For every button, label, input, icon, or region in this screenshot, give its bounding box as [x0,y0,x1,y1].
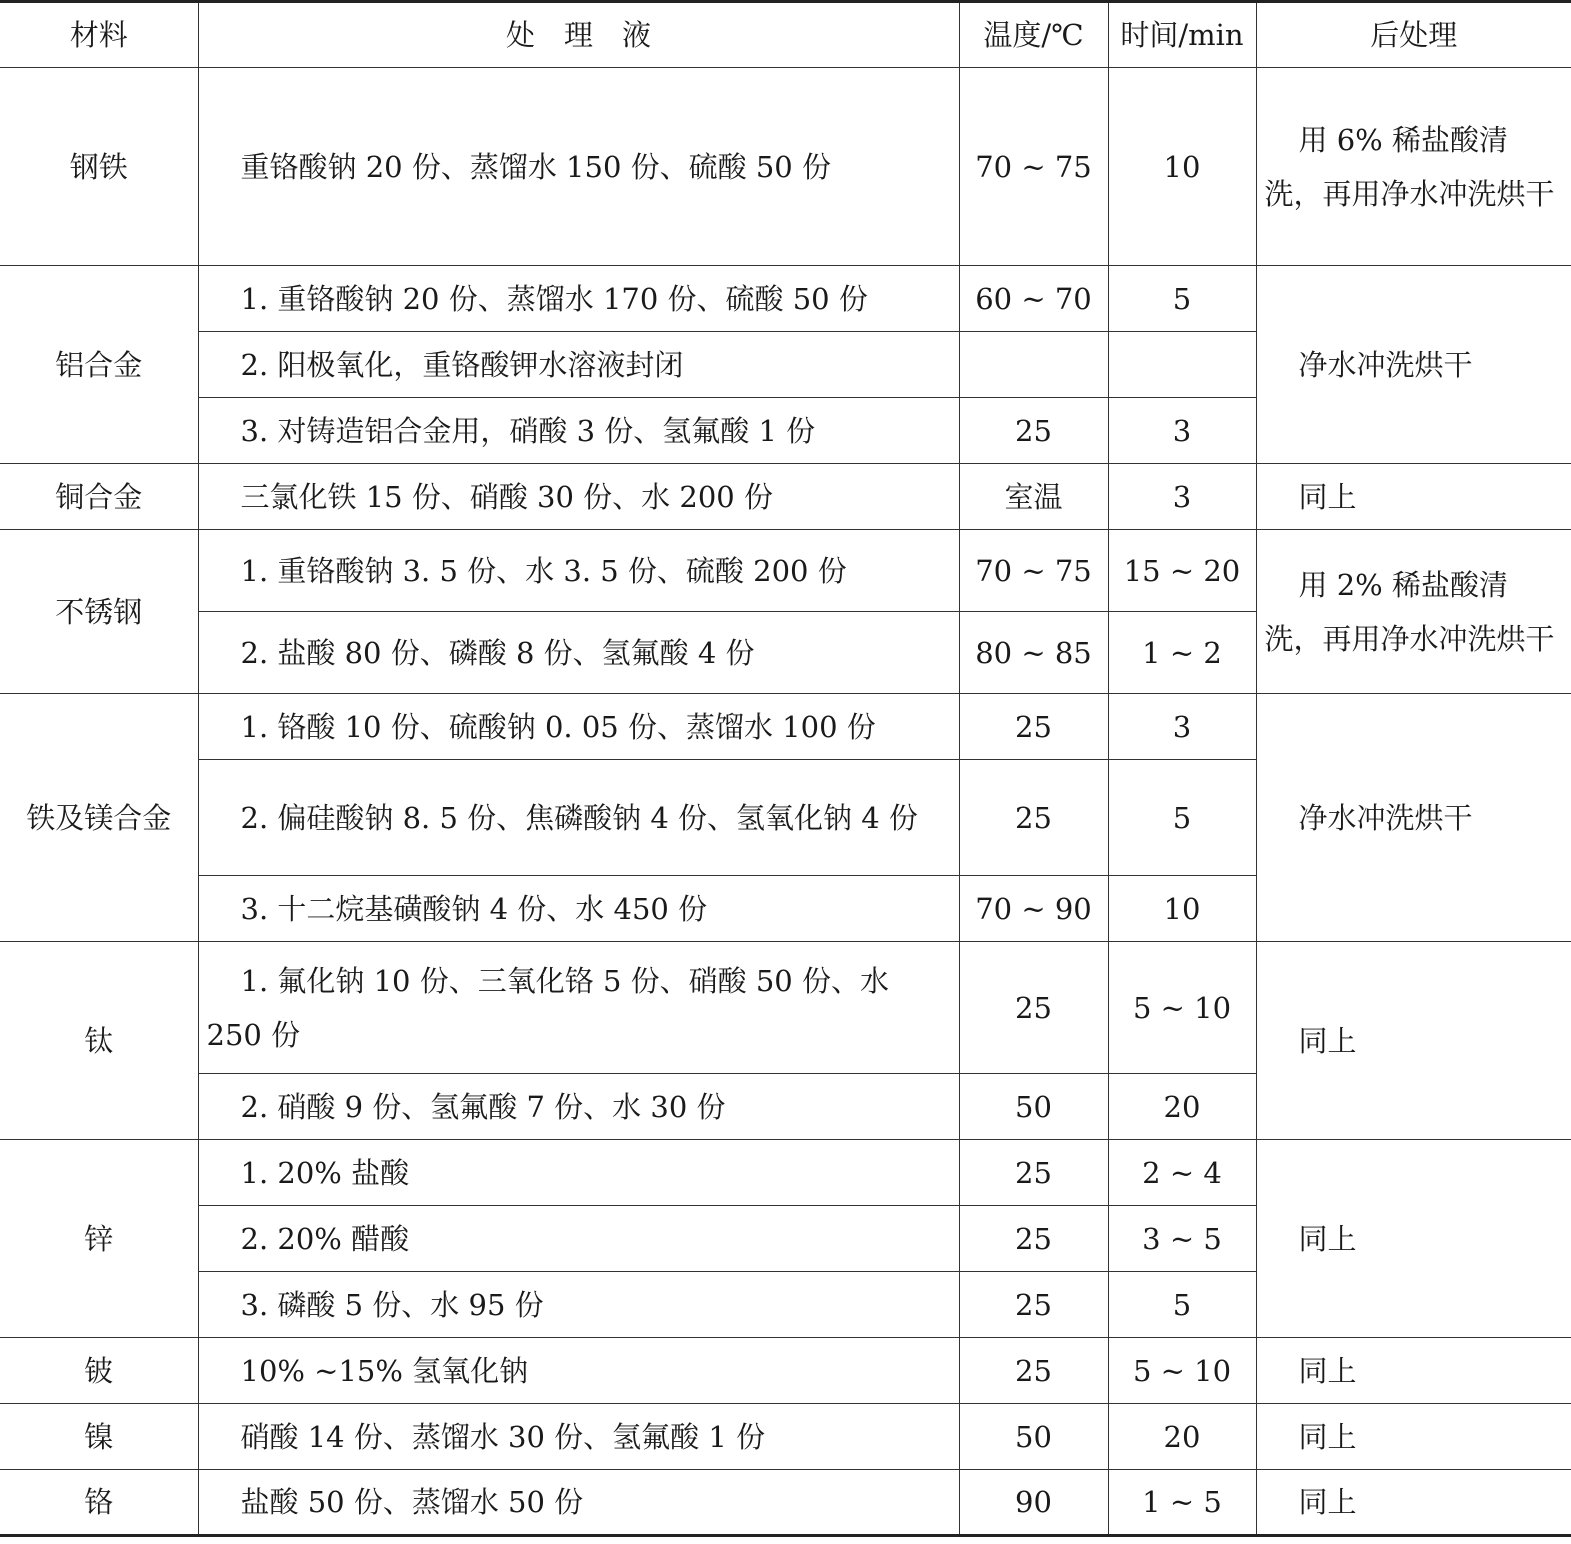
solution-cell: 硝酸 14 份、蒸馏水 30 份、氢氟酸 1 份 [198,1404,959,1470]
time-cell: 10 [1108,876,1256,942]
time-cell: 1 ~ 5 [1108,1470,1256,1536]
solution-cell: 2. 盐酸 80 份、磷酸 8 份、氢氟酸 4 份 [198,612,959,694]
time-cell: 3 [1108,694,1256,760]
solution-cell: 2. 阳极氧化，重铬酸钾水溶液封闭 [198,332,959,398]
table-row [0,694,1571,760]
temperature-cell: 25 [959,694,1108,760]
table-row [0,1404,1571,1470]
material-cell: 铜合金 [0,464,198,530]
temperature-cell: 25 [959,1272,1108,1338]
post-treatment-cell: 同上 [1256,1140,1571,1338]
post-treatment-cell: 同上 [1256,942,1571,1140]
solution-cell: 3. 对铸造铝合金用，硝酸 3 份、氢氟酸 1 份 [198,398,959,464]
solution-cell: 1. 重铬酸钠 20 份、蒸馏水 170 份、硫酸 50 份 [198,266,959,332]
solution-cell: 盐酸 50 份、蒸馏水 50 份 [198,1470,959,1536]
time-cell: 5 ~ 10 [1108,942,1256,1074]
material-cell: 镍 [0,1404,198,1470]
post-treatment-cell: 用 6% 稀盐酸清洗，再用净水冲洗烘干 [1256,68,1571,266]
post-treatment-cell: 同上 [1256,1470,1571,1536]
temperature-cell: 25 [959,760,1108,876]
material-cell: 钛 [0,942,198,1140]
temperature-cell: 50 [959,1404,1108,1470]
temperature-cell: 90 [959,1470,1108,1536]
header-solution: 处 理 液 [198,2,959,68]
temperature-cell: 60 ~ 70 [959,266,1108,332]
post-treatment-cell: 用 2% 稀盐酸清洗，再用净水冲洗烘干 [1256,530,1571,694]
solution-cell: 三氯化铁 15 份、硝酸 30 份、水 200 份 [198,464,959,530]
table-row [0,1140,1571,1206]
header-post-treatment: 后处理 [1256,2,1571,68]
solution-cell: 1. 20% 盐酸 [198,1140,959,1206]
time-cell: 5 ~ 10 [1108,1338,1256,1404]
header-time: 时间/min [1108,2,1256,68]
time-cell [1108,332,1256,398]
temperature-cell: 70 ~ 90 [959,876,1108,942]
temperature-cell: 室温 [959,464,1108,530]
solution-cell: 2. 20% 醋酸 [198,1206,959,1272]
temperature-cell: 25 [959,398,1108,464]
time-cell: 3 [1108,464,1256,530]
solution-cell: 重铬酸钠 20 份、蒸馏水 150 份、硫酸 50 份 [198,68,959,266]
solution-cell: 1. 重铬酸钠 3. 5 份、水 3. 5 份、硫酸 200 份 [198,530,959,612]
table-row [0,1338,1571,1404]
table-row [0,68,1571,266]
temperature-cell: 25 [959,1206,1108,1272]
header-row [0,2,1571,68]
table-row [0,530,1571,612]
temperature-cell: 80 ~ 85 [959,612,1108,694]
temperature-cell: 25 [959,942,1108,1074]
post-treatment-cell: 同上 [1256,1404,1571,1470]
temperature-cell: 70 ~ 75 [959,68,1108,266]
table-row [0,942,1571,1074]
time-cell: 20 [1108,1404,1256,1470]
header-material: 材料 [0,2,198,68]
time-cell: 15 ~ 20 [1108,530,1256,612]
temperature-cell: 25 [959,1338,1108,1404]
material-cell: 铁及镁合金 [0,694,198,942]
time-cell: 10 [1108,68,1256,266]
solution-cell: 2. 硝酸 9 份、氢氟酸 7 份、水 30 份 [198,1074,959,1140]
time-cell: 5 [1108,1272,1256,1338]
time-cell: 3 [1108,398,1256,464]
table-row [0,1470,1571,1536]
material-cell: 钢铁 [0,68,198,266]
solution-cell: 3. 十二烷基磺酸钠 4 份、水 450 份 [198,876,959,942]
post-treatment-cell: 净水冲洗烘干 [1256,266,1571,464]
solution-cell: 2. 偏硅酸钠 8. 5 份、焦磷酸钠 4 份、氢氧化钠 4 份 [198,760,959,876]
temperature-cell: 50 [959,1074,1108,1140]
time-cell: 20 [1108,1074,1256,1140]
material-cell: 不锈钢 [0,530,198,694]
material-cell: 锌 [0,1140,198,1338]
solution-cell: 1. 氟化钠 10 份、三氧化铬 5 份、硝酸 50 份、水 250 份 [198,942,959,1074]
time-cell: 1 ~ 2 [1108,612,1256,694]
solution-cell: 10% ~15% 氢氧化钠 [198,1338,959,1404]
table-row [0,464,1571,530]
solution-cell: 1. 铬酸 10 份、硫酸钠 0. 05 份、蒸馏水 100 份 [198,694,959,760]
material-cell: 铝合金 [0,266,198,464]
material-cell: 铬 [0,1470,198,1536]
time-cell: 5 [1108,266,1256,332]
post-treatment-cell: 同上 [1256,1338,1571,1404]
time-cell: 3 ~ 5 [1108,1206,1256,1272]
time-cell: 5 [1108,760,1256,876]
post-treatment-cell: 同上 [1256,464,1571,530]
solution-cell: 3. 磷酸 5 份、水 95 份 [198,1272,959,1338]
header-temperature: 温度/℃ [959,2,1108,68]
time-cell: 2 ~ 4 [1108,1140,1256,1206]
table-row [0,266,1571,332]
temperature-cell: 70 ~ 75 [959,530,1108,612]
post-treatment-cell: 净水冲洗烘干 [1256,694,1571,942]
temperature-cell [959,332,1108,398]
material-cell: 铍 [0,1338,198,1404]
temperature-cell: 25 [959,1140,1108,1206]
